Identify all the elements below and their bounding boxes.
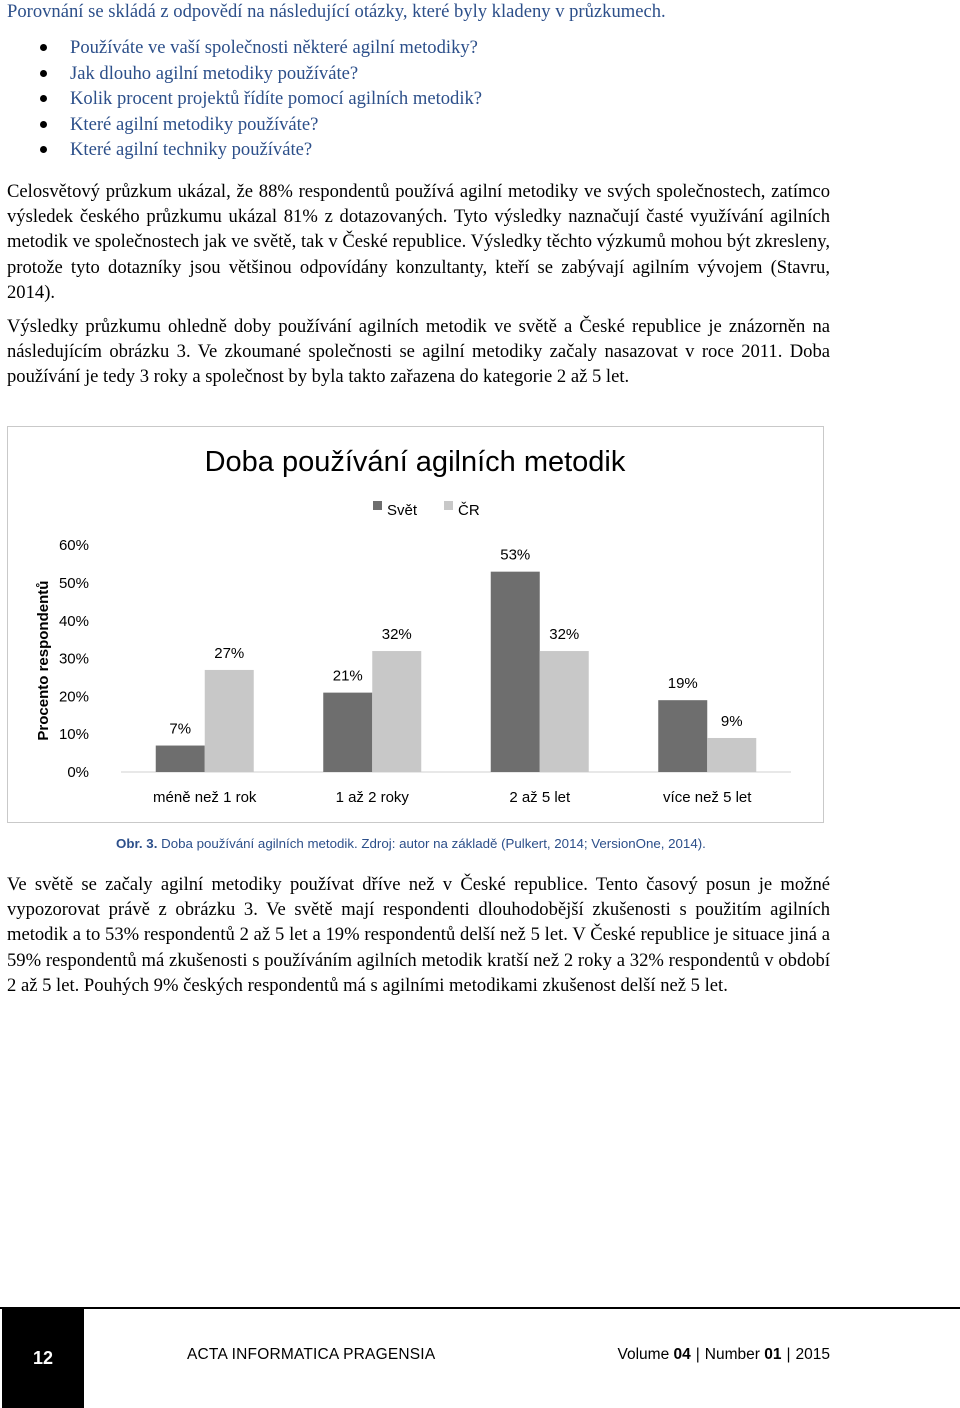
volume-label: Volume	[617, 1346, 670, 1363]
x-tick-label: méně než 1 rok	[153, 789, 257, 806]
bar-svet	[323, 693, 372, 772]
bar-cr	[540, 651, 589, 772]
number-label: Number	[704, 1346, 760, 1363]
legend-swatch-0	[373, 501, 382, 510]
bar-svet	[491, 572, 540, 772]
year: 2015	[795, 1346, 830, 1363]
x-tick-label: více než 5 let	[663, 789, 752, 806]
y-tick-label: 10%	[58, 726, 89, 744]
bar-svet	[658, 700, 707, 772]
bar-cr	[205, 670, 254, 772]
question-item: Používáte ve vaší společnosti některé agilní metodiky?	[70, 37, 478, 58]
data-label: 27%	[214, 644, 245, 662]
issue-number: 01	[764, 1346, 782, 1363]
bar-chart	[8, 427, 823, 822]
x-tick-label: 1 až 2 roky	[335, 789, 409, 806]
intro-text: Porovnání se skládá z odpovědí na následující otázky, které byly kladeny v průzkumech.	[7, 1, 666, 22]
y-axis-title: Procento respondentů	[35, 580, 52, 741]
y-tick-label: 60%	[58, 537, 89, 555]
figure-caption	[116, 836, 706, 851]
caption-text: Doba používání agilních metodik. Zdroj: autor na základě (Pulkert, 2014; VersionOne, 2014).	[157, 836, 706, 851]
y-tick-label: 30%	[58, 650, 89, 668]
footer-divider	[0, 1307, 960, 1309]
paragraph-duration-intro: Výsledky průzkumu ohledně doby používání agilních metodik ve světě a České republice je znázorněn na následujícím obrázku 3. Ve zkoumané společnosti se agilní metodiky začaly nasazovat v roce 2011. Doba používání je tedy 3 roky a společnost by byla takto zařazena do kategorie 2 až 5 let.	[7, 316, 830, 388]
paragraph-survey-results: Celosvětový průzkum ukázal, že 88% respondentů používá agilní metodiky ve svých společnostech, zatímco výsledek českého průzkumu ukázal 81% z dotazovaných. Tyto výsledky naznačují časté využívání agilních metodik ve společnostech jak ve světě, tak v České republice. Výsledky těchto výzkumů mohou být zkresleny, protože tyto dotazníky jsou většinou odpovídány konzultanty, kteří se zabývají agilním vývojem (Stavru, 2014).	[7, 181, 830, 303]
journal-name: ACTA INFORMATICA PRAGENSIA	[187, 1346, 436, 1363]
bar-cr	[372, 651, 421, 772]
question-item: Kolik procent projektů řídíte pomocí agilních metodik?	[70, 88, 483, 109]
bar-svet	[156, 746, 205, 772]
x-tick-label: 2 až 5 let	[509, 789, 571, 806]
caption-label: Obr. 3.	[116, 836, 158, 851]
data-label: 32%	[549, 626, 580, 644]
y-tick-label: 0%	[67, 764, 89, 781]
volume-number: 04	[673, 1346, 691, 1363]
y-tick-label: 50%	[58, 575, 89, 592]
bar-cr	[707, 738, 756, 772]
question-item: Jak dlouho agilní metodiky používáte?	[70, 62, 359, 84]
chart-figure	[7, 426, 824, 823]
y-tick-label: 20%	[58, 688, 89, 706]
legend-swatch-1	[444, 501, 453, 510]
y-tick-label: 40%	[58, 612, 89, 630]
data-label: 21%	[332, 667, 363, 685]
data-label: 19%	[667, 675, 698, 693]
data-label: 9%	[720, 712, 743, 730]
page-number: 12	[2, 1309, 84, 1408]
legend-label-0: Svět	[387, 502, 418, 519]
legend-label-1: ČR	[458, 502, 480, 519]
paragraph-comparison: Ve světě se začaly agilní metodiky používat dříve než v České republice. Tento časový posun je možné vypozorovat právě z obrázku 3. Ve světě mají respondenti dlouhodobější zkušenosti s použitím agilních metodik a to 53% respondentů 2 až 5 let a 19% respondentů delší než 5 let. V České republice je situace jiná a 59% respondentů má zkušenosti s používáním agilních metodik kratší než 2 roky a 32% respondentů v období 2 až 5 let. Pouhých 9% českých respondentů má s agilními metodikami zkušenost delší než 5 let.	[7, 874, 830, 996]
question-item: Které agilní metodiky používáte?	[70, 113, 319, 135]
data-label: 53%	[500, 546, 531, 564]
chart-title: Doba používání agilních metodik	[204, 446, 626, 478]
volume-info: Volume 04 | Number 01 | 2015	[617, 1346, 830, 1363]
data-label: 7%	[169, 720, 192, 738]
question-item: Které agilní techniky používáte?	[70, 139, 313, 160]
data-label: 32%	[381, 626, 412, 644]
